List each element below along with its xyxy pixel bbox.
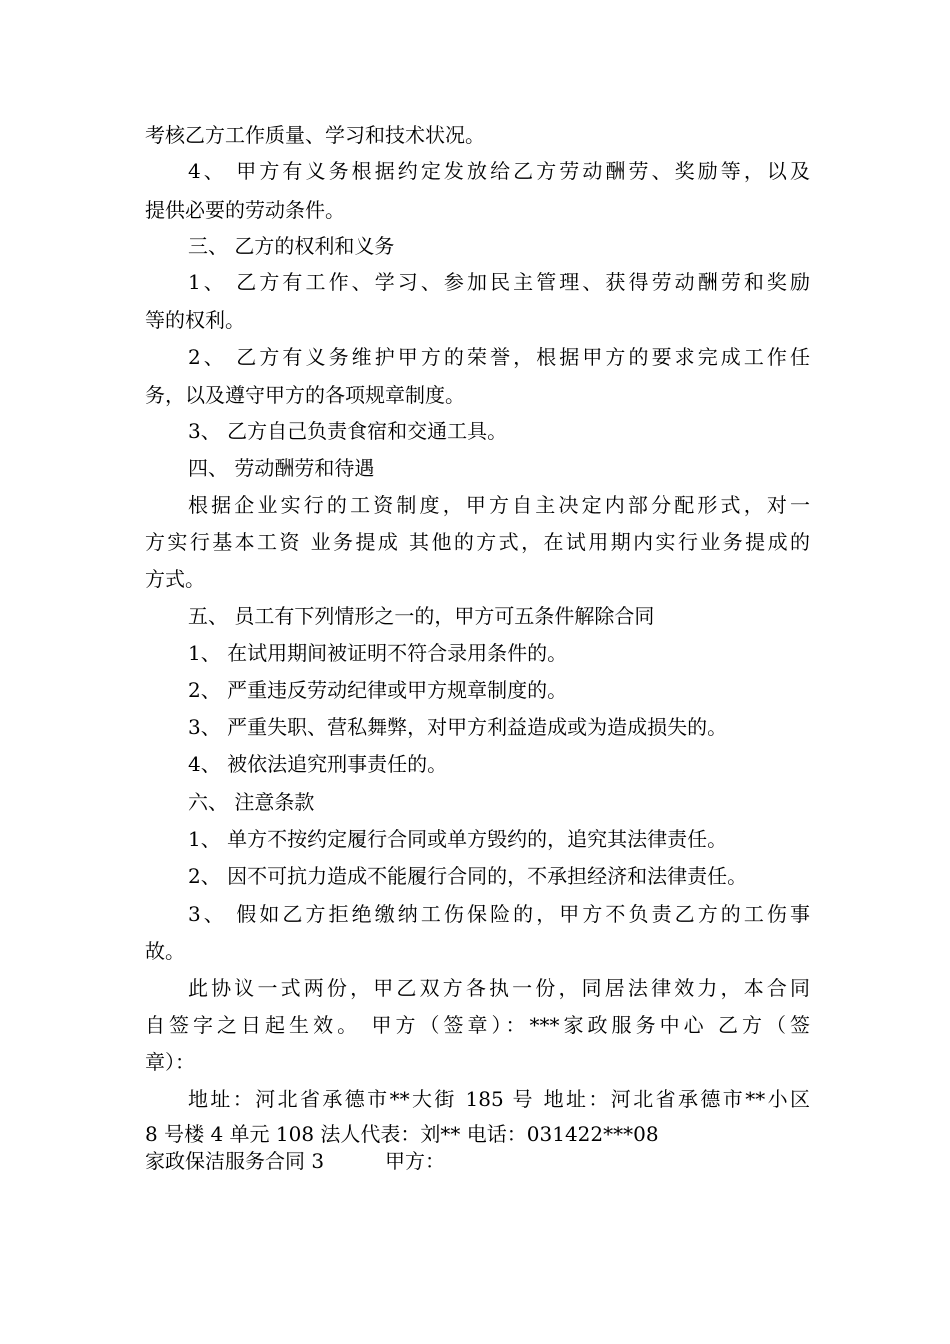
- text-line: 故。: [145, 939, 185, 963]
- text-line: 提供必要的劳动条件。: [145, 198, 345, 222]
- text-line: 务，以及遵守甲方的各项规章制度。: [145, 383, 465, 407]
- text-line: 8 号楼 4 单元 108 法人代表：刘** 电话：031422***08: [145, 1122, 659, 1146]
- text-line: 1、 在试用期间被证明不符合录用条件的。: [188, 641, 568, 665]
- text-line: 自签字之日起生效。 甲方（签章）：***家政服务中心 乙方（签: [145, 1013, 810, 1037]
- section-heading: 五、 员工有下列情形之一的，甲方可五条件解除合同: [188, 604, 655, 628]
- text-line: 此协议一式两份，甲乙双方各执一份，同居法律效力，本合同: [188, 976, 810, 1000]
- text-line: 1、 单方不按约定履行合同或单方毁约的，追究其法律责任。: [188, 827, 728, 851]
- text-line: 2、 乙方有义务维护甲方的荣誉，根据甲方的要求完成工作任: [188, 345, 810, 369]
- text-line: 等的权利。: [145, 308, 245, 332]
- text-line: 2、 因不可抗力造成不能履行合同的，不承担经济和法律责任。: [188, 864, 748, 888]
- text-line: 3、 严重失职、营私舞弊，对甲方利益造成或为造成损失的。: [188, 715, 728, 739]
- text-line: 2、 严重违反劳动纪律或甲方规章制度的。: [188, 678, 568, 702]
- text-line: 4、 被依法追究刑事责任的。: [188, 752, 448, 776]
- section-heading: 四、 劳动酬劳和待遇: [188, 456, 375, 480]
- text-line: 方实行基本工资 业务提成 其他的方式，在试用期内实行业务提成的: [145, 530, 810, 554]
- contract-title-line: 家政保洁服务合同 3: [145, 1149, 325, 1173]
- text-line: 方式。: [145, 567, 205, 591]
- text-line: 考核乙方工作质量、学习和技术状况。: [145, 123, 485, 147]
- text-line: 地址：河北省承德市**大街 185 号 地址：河北省承德市**小区: [188, 1087, 810, 1111]
- text-line: 章）：: [145, 1050, 195, 1074]
- section-heading: 六、 注意条款: [188, 790, 315, 814]
- text-line: 根据企业实行的工资制度，甲方自主决定内部分配形式，对一: [188, 493, 810, 517]
- party-a-label: 甲方：: [385, 1149, 445, 1173]
- text-line: 3、 假如乙方拒绝缴纳工伤保险的，甲方不负责乙方的工伤事: [188, 902, 810, 926]
- text-line: 4、 甲方有义务根据约定发放给乙方劳动酬劳、奖励等，以及: [188, 159, 810, 183]
- section-heading: 三、 乙方的权利和义务: [188, 234, 395, 258]
- text-line: 3、 乙方自己负责食宿和交通工具。: [188, 419, 508, 443]
- text-line: 1、 乙方有工作、学习、参加民主管理、获得劳动酬劳和奖励: [188, 270, 810, 294]
